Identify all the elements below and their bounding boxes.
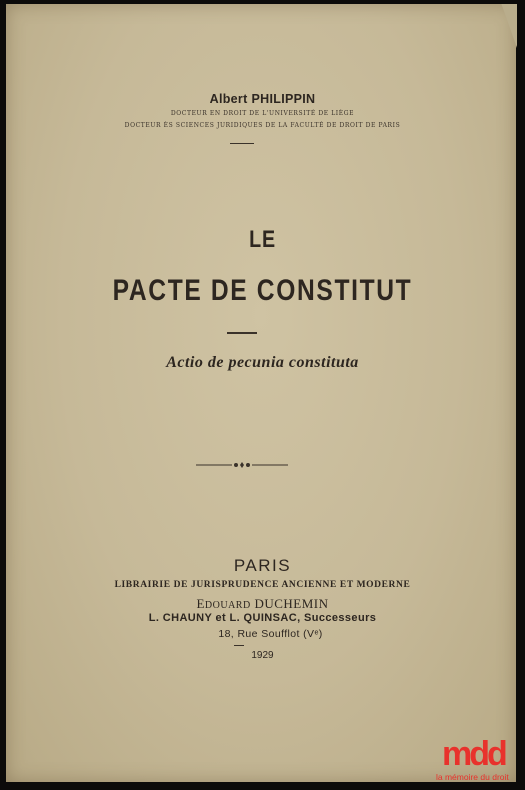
publisher-name-small: DOUARD	[204, 600, 251, 611]
publisher-line-3: L. CHAUNY et L. QUINSAC, Successeurs	[148, 612, 377, 624]
author-first-name: Albert	[209, 92, 248, 106]
publisher-line-2	[0, 596, 525, 612]
publisher-name-initial: E	[196, 596, 205, 611]
publisher-line-1: LIBRAIRIE DE JURISPRUDENCE ANCIENNE ET MODERNE	[114, 580, 411, 590]
subtitle: Actio de pecunia constituta	[166, 354, 359, 371]
mdd-logo-tagline: la mémoire du droit	[436, 772, 509, 782]
publisher-address: 18, Rue Soufflot (Vᵉ)	[218, 628, 323, 640]
book-cover	[6, 4, 516, 782]
publication-year: 1929	[251, 650, 274, 661]
author-name	[0, 92, 525, 106]
author-divider	[230, 143, 254, 144]
year-divider	[234, 645, 244, 646]
author-credential-2: DOCTEUR ÈS SCIENCES JURIDIQUES DE LA FACULTÉ DE DROIT DE PARIS	[124, 122, 401, 129]
mdd-watermark-logo	[434, 734, 525, 790]
title-line-1: LE	[249, 226, 276, 253]
ornament-divider	[196, 458, 288, 472]
publisher-city: PARIS	[233, 556, 292, 575]
author-last-name: PHILIPPIN	[251, 92, 316, 106]
title-divider	[227, 332, 257, 334]
title-line-2: PACTE DE CONSTITUT	[112, 274, 413, 307]
publisher-name-surname: DUCHEMIN	[250, 596, 329, 611]
mdd-logo-mark: mdd	[442, 735, 505, 773]
author-credential-1: DOCTEUR EN DROIT DE L'UNIVERSITÉ DE LIÈGE	[170, 110, 355, 117]
